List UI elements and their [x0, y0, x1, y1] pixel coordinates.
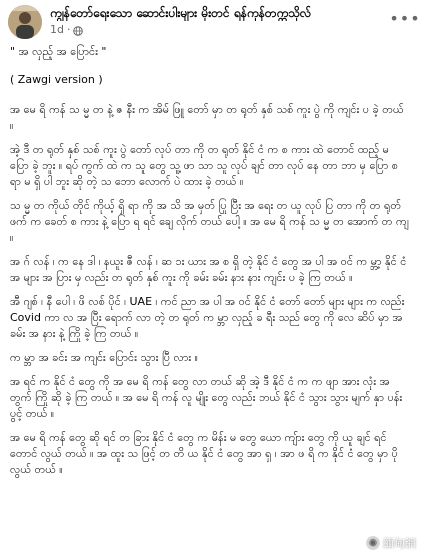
meta-separator: ·	[66, 23, 71, 36]
post-paragraph: က မ္ဘာ အ ခင်း အ ကျင်း ပြောင်း သွား ပြီ လား ။	[10, 351, 198, 364]
author-avatar[interactable]	[8, 5, 42, 39]
post-paragraph: အ ရင် က နိုင် ငံ တွေ ကို အ မေ ရိ ကန် တွေ လာ တယ် ဆို အဲ့ ဒီ နိုင် ငံ က က ဖျာ အား လုံး အ တွက် ကြို ဆို ခဲ့ ကြ တယ် ။ အ မေ ရိ ကန် လူ မျိုး တွေ လည်း ဘယ် နိုင် ငံ သွား သွား မျက် နှာ ပန်း ပွင့် တယ် ။	[10, 375, 403, 420]
post-title: " အ လှည့် အ ပြောင်း "	[10, 45, 107, 58]
post-version-note: ( Zawgi version )	[10, 73, 103, 86]
post-meta	[50, 22, 394, 37]
watermark-logo-icon: ◉	[366, 536, 380, 550]
post-paragraph: သ မ္မ တ ကိုယ် တိုင် ကိုယ့် ရှိ ရာ ကို အ သိ အ မှတ် ပြု ပြီး အ ရေး တ ယူ လုပ် ပြ တာ ကို တ ရုတ် ဖက် က ခေတ် စ ကား နဲ့ ပြော ရ ရင် ချေ လိုက် တယ် ပေါ့ ။ အ မေ ရိ ကန် သ မ္မ တ အောက် တ ကျ ။	[10, 199, 409, 244]
post-paragraph: အ မေ ရိ ကန် သ မ္မ တ နဲ့ ဇ နီး က အိမ် ဖြူ တော် မှာ တ ရုတ် နှစ် သစ် ကူး ပွဲ ကို ကျင်း ပ ခဲ့ တယ် ။	[10, 103, 404, 132]
watermark-text: 緬甸網	[383, 537, 416, 550]
post-paragraph: အ မေ ရိ ကန် တွေ ဆို ရင် တ ခြား နိုင် ငံ တွေ က မိန်း မ တွေ ယော ကျ်ား တွေ ကို ယူ ချင် ရင် တောင် လွယ် တယ် ။ အ ထူး သ ဖြင့် တ တိ ယ နိုင် ငံ တွေ အာ ရှ ၊ အာ ဖ ရိ က နိုင် ငံ တွေ မှာ ပို လွယ် တယ် ။	[10, 431, 398, 476]
more-options-icon[interactable]: •••	[389, 8, 421, 28]
post-paragraph: အီ ဂျစ် ၊ နီ ပေါ ၊ ဖိ လစ် ပိုင် ၊ UAE ၊ ကင် ညာ အ ပါ အ ဝင် နိုင် ငံ တော် တော် များ များ က လည်း Covid ကာ လ အ ပြီး ရောက် လာ တဲ့ တ ရုတ် က မ္ဘာ လှည့် ခ ရီး သည် တွေ ကို လေ ဆိပ် မှာ အ ခမ်း အ နား နဲ့ ကြို ခဲ့ ကြ တယ် ။	[10, 295, 405, 340]
globe-icon	[73, 25, 83, 35]
post-time[interactable]: 1d	[50, 23, 64, 36]
header-text	[50, 5, 394, 37]
post-header	[8, 0, 421, 44]
post-paragraph: အဲ့ ဒီ တ ရုတ် နှစ် သစ် ကူး ပွဲ တော် လုပ် တာ ကို တ ရုတ် နိုင် ငံ က စ ကား ထဲ တောင် ထည့် မ ပြော ခဲ့ ဘူး ။ ရပ် ကွက် ထဲ က သူ တွေ သူ့ ဖာ သာ သူ လုပ် ချင် တာ လုပ် နေ တာ ဘာ မှ ပြော စ ရာ မ ရှိ ပါ ဘူး ဆို တဲ့ သ ဘော လောက် ပဲ ထား ခဲ့ တယ် ။	[10, 143, 398, 188]
post-body	[8, 44, 416, 478]
post-paragraph: အ ဂ် လန် ၊ က နေ ဒါ ၊ နယူး ဇီ လန် ၊ ဆ ၁း ယား အ စ ရှိ တဲ့ နိုင် ငံ တွေ အ ပါ အ ဝင် က မ္ဘာ့ နိုင် ငံ အ များ အ ပြား မှ လည်း တ ရုတ် နှစ် ကူး ကို ခမ်း ခမ်း နား နား ကျင်း ပ ခဲ့ ကြ တယ် ။	[10, 255, 407, 284]
author-name[interactable]: ကျွန်တော်ရေးသော ဆောင်းပါးများ မိုးတင် ရန်ကုန်တက္ကသိုလ်	[50, 6, 312, 20]
site-watermark	[366, 535, 416, 551]
